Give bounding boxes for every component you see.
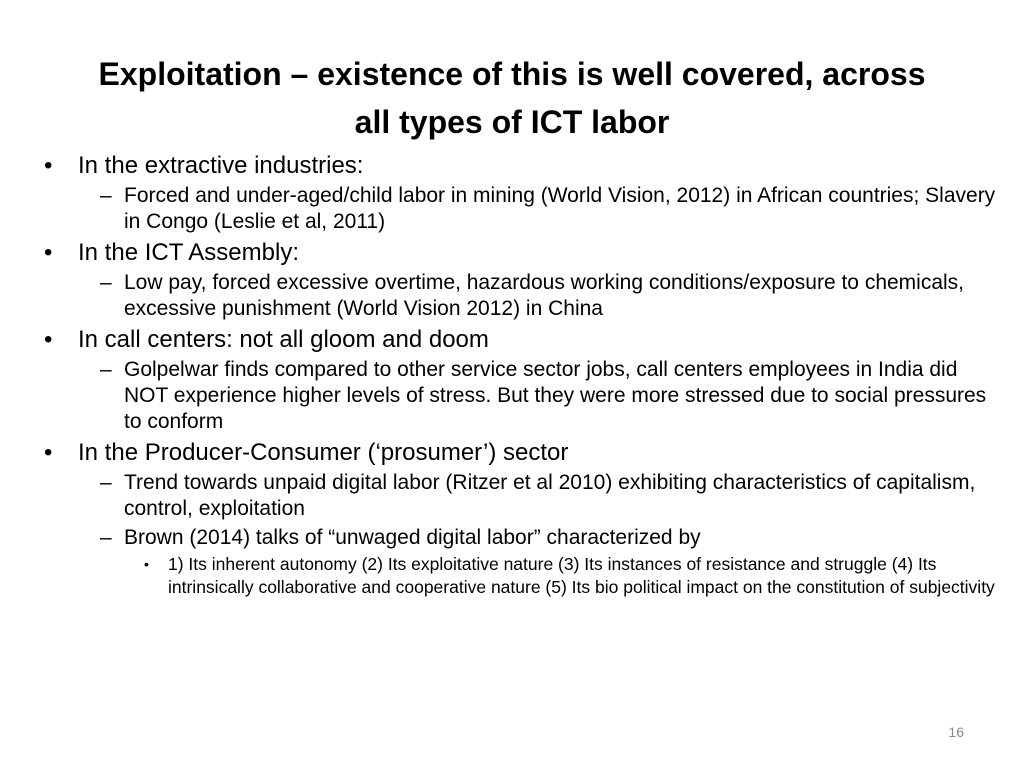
sub-bullet-brown-2014 <box>44 525 1004 551</box>
bullet-marker: • <box>44 239 53 266</box>
sub-bullet-list <box>44 270 1004 322</box>
sub-bullet-list <box>44 183 1004 235</box>
sub-bullet-text: Forced and under-aged/child labor in mining (World Vision, 2012) in African countries; Slavery in Congo (Leslie et al, 2011) <box>124 184 996 233</box>
dash-marker: – <box>100 358 112 381</box>
sub-bullet-mining-labor <box>44 183 1004 235</box>
slide-body <box>44 148 1004 603</box>
sub-bullet-assembly-conditions <box>44 270 1004 322</box>
bullet-text: In call centers: not all gloom and doom <box>78 326 489 353</box>
bullet-marker: • <box>44 326 53 353</box>
sub-bullet-text: Brown (2014) talks of “unwaged digital labor” characterized by <box>124 526 701 549</box>
sub-bullet-list <box>44 357 1004 435</box>
bullet-text: In the extractive industries: <box>78 152 364 179</box>
sub-bullet-text: Trend towards unpaid digital labor (Ritzer et al 2010) exhibiting characteristics of capitalism, control, exploitation <box>124 471 976 520</box>
bullet-call-centers <box>44 326 1004 354</box>
bullet-text: In the Producer-Consumer (‘prosumer’) sector <box>78 439 569 466</box>
bullet-extractive-industries <box>44 152 1004 180</box>
sub-bullet-golpelwar <box>44 357 1004 435</box>
slide-title <box>40 50 984 146</box>
sub-sub-bullet-text: 1) Its inherent autonomy (2) Its exploitative nature (3) Its instances of resistance and struggle (4) Its intrinsically collaborative and cooperative nature (5) Its bio political impact on the constitution of subjectivity <box>168 554 995 597</box>
page-number: 16 <box>948 724 964 740</box>
sub-bullet-list <box>44 470 1004 599</box>
bullet-ict-assembly <box>44 239 1004 267</box>
sub-bullet-text: Low pay, forced excessive overtime, hazardous working conditions/exposure to chemicals, excessive punishment (World Vision 2012) in China <box>124 271 965 320</box>
sub-sub-bullet-characteristics <box>44 553 1004 599</box>
bullet-text: In the ICT Assembly: <box>78 239 299 266</box>
slide-title-line-2: all types of ICT labor <box>354 104 670 140</box>
dash-marker: – <box>100 184 112 207</box>
dash-marker: – <box>100 526 112 549</box>
bullet-marker: • <box>144 556 149 572</box>
bullet-prosumer-sector <box>44 439 1004 467</box>
sub-bullet-text: Golpelwar finds compared to other service sector jobs, call centers employees in India did NOT experience higher levels of stress. But they were more stressed due to social pressures to conform <box>124 358 987 433</box>
bullet-list <box>44 152 1004 599</box>
bullet-marker: • <box>44 439 53 466</box>
bullet-marker: • <box>44 152 53 179</box>
dash-marker: – <box>100 271 112 294</box>
dash-marker: – <box>100 471 112 494</box>
sub-sub-bullet-list <box>44 553 1004 599</box>
sub-bullet-unpaid-digital-labor <box>44 470 1004 522</box>
slide-title-line-1: Exploitation – existence of this is well covered, across <box>98 56 926 92</box>
